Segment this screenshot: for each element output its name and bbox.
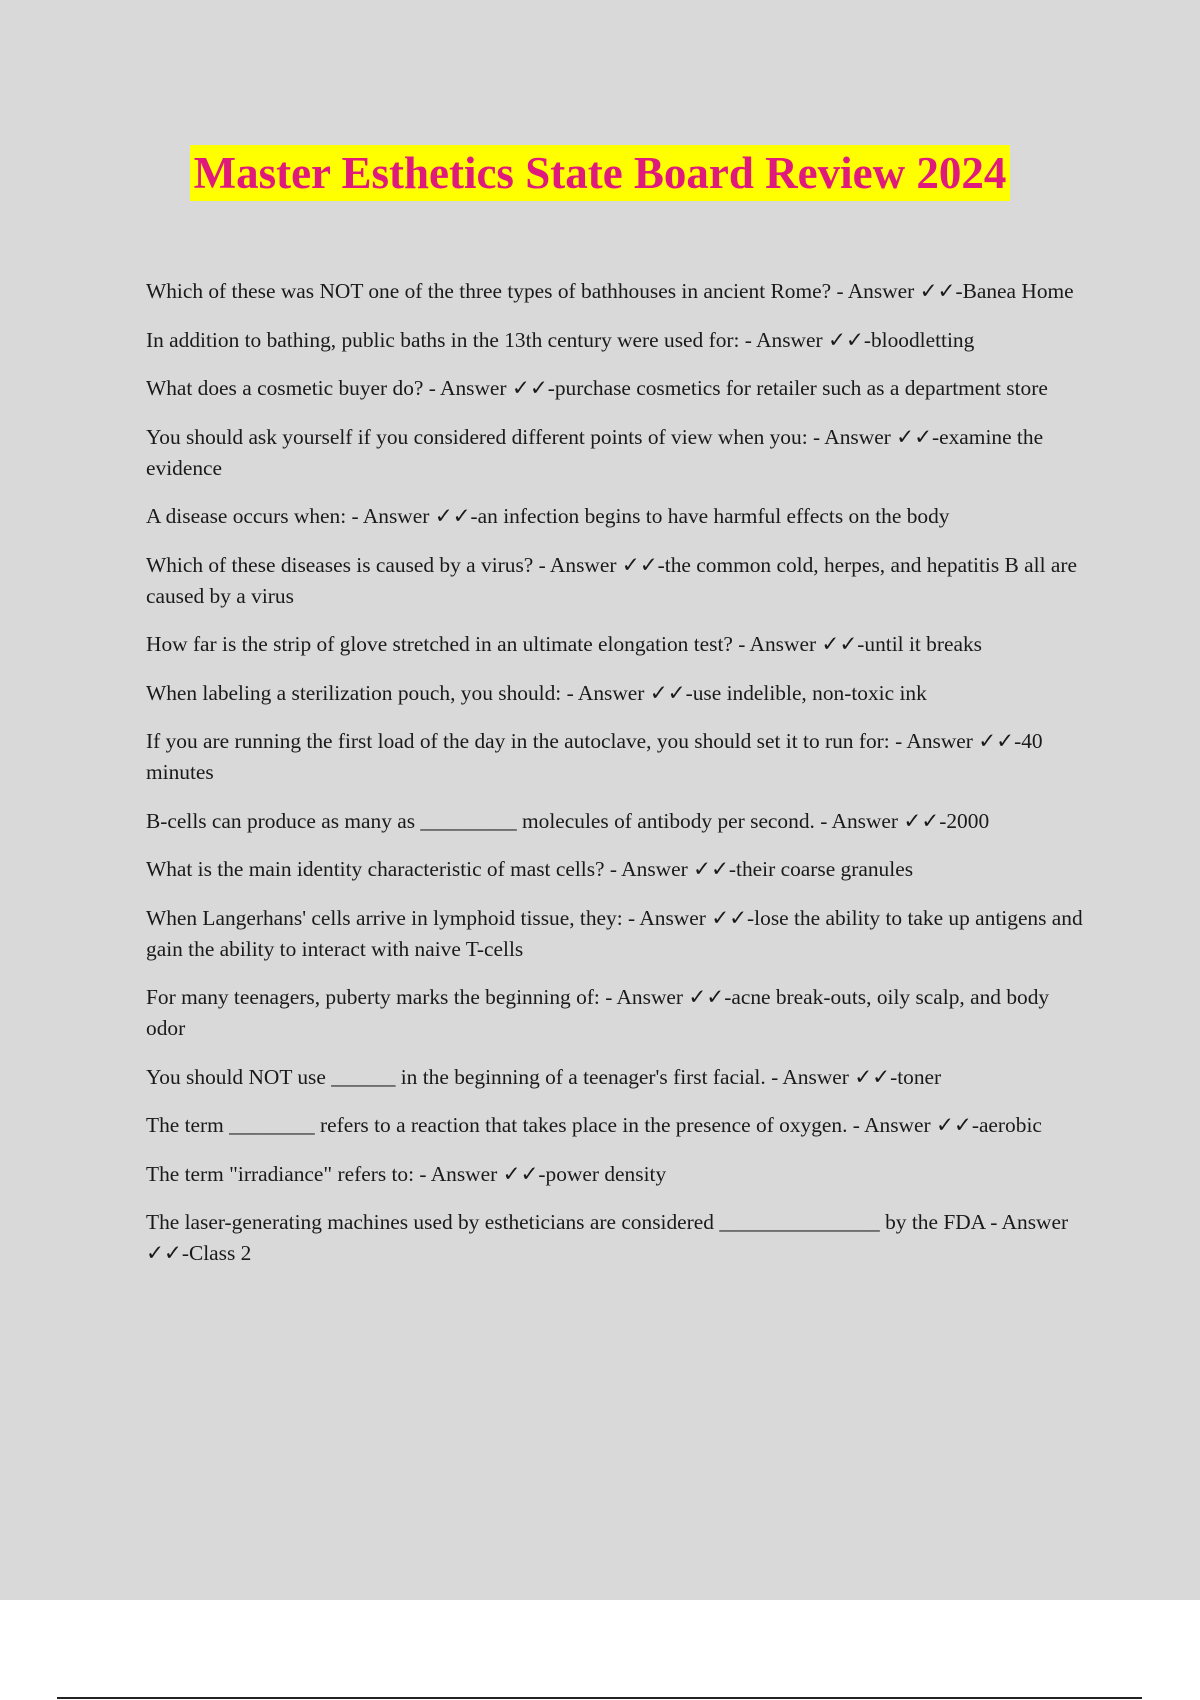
qa-item: How far is the strip of glove stretched in an ultimate elongation test? - Answer ✓✓-until it breaks bbox=[146, 632, 983, 656]
qa-list bbox=[146, 276, 1092, 1287]
qa-item: Which of these was NOT one of the three types of bathhouses in ancient Rome? - Answer ✓✓-Banea Home bbox=[146, 279, 1074, 303]
qa-item: If you are running the first load of the day in the autoclave, you should set it to run for: - Answer ✓✓-40 minutes bbox=[146, 729, 1043, 784]
qa-item: What is the main identity characteristic of mast cells? - Answer ✓✓-their coarse granules bbox=[146, 857, 914, 881]
qa-item: What does a cosmetic buyer do? - Answer ✓✓-purchase cosmetics for retailer such as a department store bbox=[146, 376, 1048, 400]
qa-item: A disease occurs when: - Answer ✓✓-an infection begins to have harmful effects on the body bbox=[146, 504, 950, 528]
qa-item: In addition to bathing, public baths in the 13th century were used for: - Answer ✓✓-bloodletting bbox=[146, 327, 975, 352]
qa-item: You should ask yourself if you considered different points of view when you: - Answer ✓✓-examine the evidence bbox=[146, 424, 1044, 480]
qa-item: Which of these diseases is caused by a virus? - Answer ✓✓-the common cold, herpes, and hepatitis B all are caused by a virus bbox=[146, 552, 1078, 608]
title-block bbox=[0, 145, 1200, 201]
qa-item: You should NOT use ______ in the beginning of a teenager's first facial. - Answer ✓✓-toner bbox=[146, 1064, 942, 1089]
qa-item: B-cells can produce as many as _________ molecules of antibody per second. - Answer ✓✓-2000 bbox=[146, 808, 990, 833]
document-title: Master Esthetics State Board Review 2024 bbox=[190, 145, 1011, 201]
qa-item: When Langerhans' cells arrive in lymphoid tissue, they: - Answer ✓✓-lose the ability to take up antigens and gain the ability to interact with naive T-cells bbox=[146, 905, 1083, 961]
qa-item: The term ________ refers to a reaction that takes place in the presence of oxygen. - Answer ✓✓-aerobic bbox=[146, 1113, 1042, 1137]
qa-item: For many teenagers, puberty marks the beginning of: - Answer ✓✓-acne break-outs, oily scalp, and body odor bbox=[146, 985, 1050, 1040]
footer-divider bbox=[57, 1697, 1142, 1699]
qa-item: When labeling a sterilization pouch, you should: - Answer ✓✓-use indelible, non-toxic ink bbox=[146, 680, 927, 705]
qa-item: The laser-generating machines used by estheticians are considered _______________ by the FDA - Answer ✓✓-Class 2 bbox=[146, 1210, 1069, 1265]
qa-item: The term "irradiance" refers to: - Answer ✓✓-power density bbox=[146, 1161, 667, 1186]
